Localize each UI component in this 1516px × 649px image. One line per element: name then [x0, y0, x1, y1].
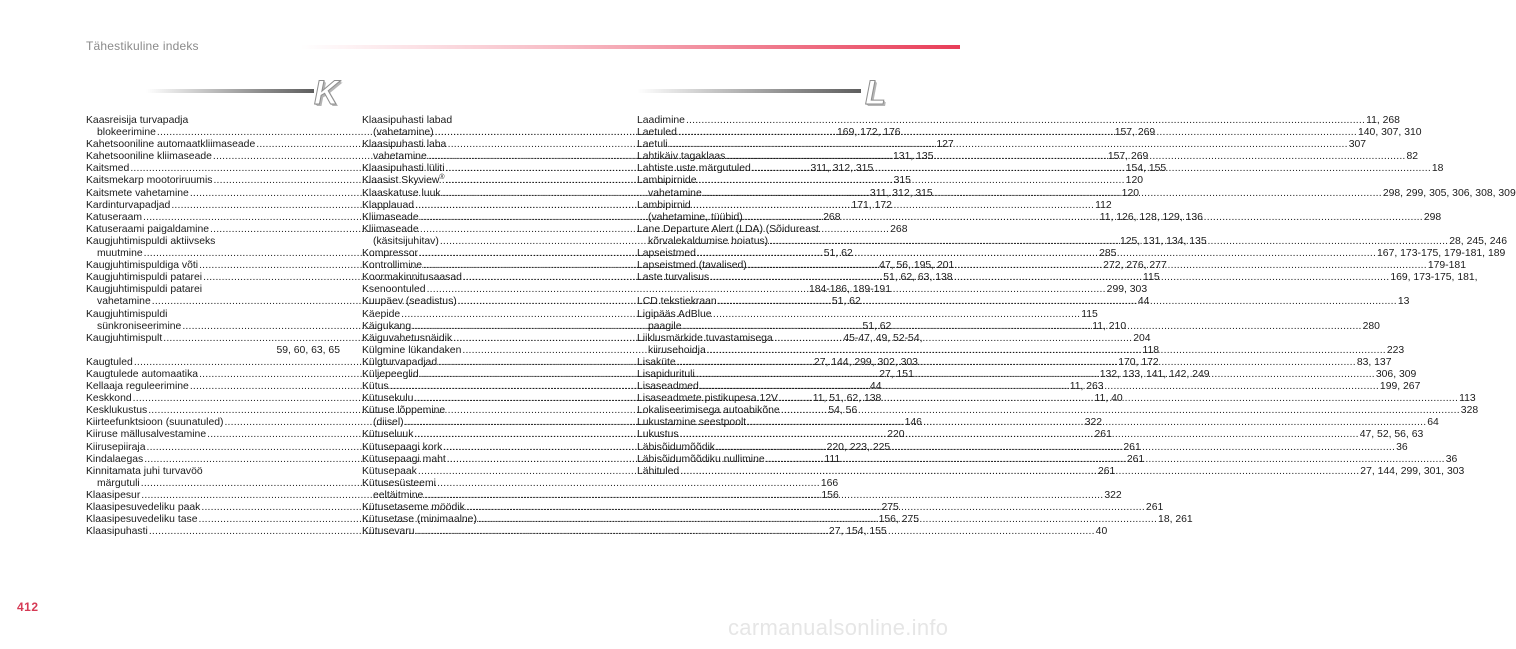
- index-term: Kesklukustus: [86, 405, 148, 417]
- index-term: Lambipirnide: [637, 175, 697, 187]
- index-page-refs: 27, 144, 299, 302, 303: [813, 356, 918, 368]
- section-header-l: [637, 74, 891, 112]
- index-page-refs-continued: 59, 60, 63, 65: [276, 344, 340, 356]
- index-term: Kütusevaru: [362, 526, 415, 538]
- index-entry-line: [637, 309, 891, 321]
- index-page-refs: 120: [1125, 175, 1144, 187]
- index-term: Läbisõidumõõdiku nullimine: [637, 453, 765, 465]
- index-term: Kaugjuhtimispuldi patarei: [86, 284, 203, 296]
- index-page-refs: 220, 223, 225: [826, 441, 891, 453]
- index-term: Kaitsmed: [86, 163, 130, 175]
- leader-dots: [477, 514, 1158, 526]
- index-term: kõrvalekaldumise hoiatus): [648, 235, 769, 247]
- index-page-refs: 298: [1423, 211, 1442, 223]
- index-entry-line: [362, 115, 616, 127]
- leader-dots: [751, 163, 1432, 175]
- index-term: Kinnitamata juhi turvavöö: [86, 465, 203, 477]
- index-term: Lambipirnid: [637, 199, 691, 211]
- index-term: Klaasipuhasti labad: [362, 115, 453, 126]
- index-page-refs: 54, 56: [828, 405, 858, 417]
- index-term: Klaasipuhasti laba: [362, 139, 447, 151]
- leader-dots: [780, 405, 1461, 417]
- leader-dots: [702, 188, 1383, 200]
- index-term: Ksenoontuled: [362, 284, 426, 296]
- index-page-refs: 36: [1396, 441, 1408, 453]
- watermark: carmanualsonline.info: [728, 615, 949, 640]
- index-term: Katuseraam: [86, 211, 143, 223]
- index-entry: [637, 115, 1400, 127]
- index-page-refs: 28, 245, 246: [1449, 235, 1508, 247]
- index-page-refs: 280: [1362, 320, 1380, 332]
- index-term: Lapseistmed: [637, 248, 696, 260]
- index-page-refs: 156: [821, 489, 839, 501]
- index-page-refs: 125, 131, 134, 135: [1119, 235, 1207, 247]
- leader-dots: [725, 151, 1406, 163]
- index-page-refs: 169, 172, 176: [837, 127, 901, 139]
- index-page-refs: 120: [1121, 187, 1140, 199]
- index-term: Klapplauad: [362, 199, 414, 211]
- index-page-refs: 11, 51, 62, 138: [812, 393, 882, 405]
- index-entry-line: [362, 139, 616, 151]
- index-term: Kompressor: [362, 248, 419, 260]
- index-page-refs: 268: [890, 223, 908, 235]
- index-page-refs: 11, 40: [1094, 393, 1123, 405]
- index-page-refs: 220: [887, 429, 905, 441]
- index-term: Käepide: [362, 308, 401, 320]
- index-term: Kütus: [362, 381, 389, 393]
- index-term: Keskkond: [86, 393, 132, 405]
- index-page-refs: 11, 268: [1366, 115, 1400, 126]
- index-entry-line: [637, 224, 891, 236]
- index-entry-line: [86, 115, 340, 127]
- index-term: Kütusepaagi kork: [362, 441, 443, 453]
- index-page-refs: 299, 303: [1106, 284, 1148, 296]
- index-entry: [637, 405, 1479, 417]
- index-term: Liiklusmärkide tuvastamisega: [637, 332, 773, 344]
- index-term: Kindalaegas: [86, 453, 144, 465]
- leader-dots: [709, 272, 1390, 284]
- index-term: Kahetsooniline kliimaseade: [86, 151, 212, 163]
- index-entry-line: [362, 405, 616, 417]
- index-term: Kiirteefunktsioon (suunatuled): [86, 417, 224, 429]
- index-term: Kaasreisija turvapadja: [86, 115, 189, 126]
- index-page-refs: 322: [1104, 489, 1122, 501]
- index-page-refs: 115: [1081, 308, 1098, 320]
- index-page-refs: 36: [1445, 453, 1458, 465]
- leader-dots: [465, 502, 1146, 514]
- index-page-refs: 11, 263: [1069, 381, 1104, 393]
- leader-dots: [423, 490, 1104, 502]
- index-page-refs: 157, 269: [1114, 127, 1156, 139]
- leader-dots: [699, 381, 1380, 393]
- index-page-refs: 306, 309: [1375, 368, 1417, 380]
- index-term: märgutuli: [97, 477, 140, 489]
- leader-dots: [695, 369, 1376, 381]
- index-page-refs: 261: [1098, 465, 1116, 477]
- leader-dots: [682, 321, 1363, 333]
- index-term: Lisapidurituli: [637, 368, 695, 380]
- index-term: Kütusepaagi maht: [362, 453, 446, 465]
- index-term: Kiirusepiiraja: [86, 441, 146, 453]
- index-term: (käsitsijuhitav): [373, 235, 439, 247]
- index-term: Laetuled: [637, 127, 677, 139]
- index-term: (vahetamine): [373, 127, 434, 139]
- index-term: Klaasist Skyview®: [362, 174, 445, 187]
- index-page-refs-continued: 184-186, 189-191: [808, 284, 891, 296]
- section-bar: [146, 89, 314, 93]
- index-page-refs: 268: [823, 211, 841, 223]
- index-term: Kaugjuhtimispuldi: [86, 308, 168, 320]
- page-header-title: Tähestikuline indeks: [86, 39, 199, 53]
- index-page-refs: 166: [820, 477, 839, 489]
- index-term: Käigukang: [362, 320, 412, 332]
- index-term: (vahetamine, tüübid): [648, 211, 743, 223]
- index-term: Lane Departure Alert (LDA) (Sõidureast: [637, 223, 819, 235]
- index-term: Klaasipuhasti: [86, 526, 148, 538]
- index-page-refs: 275: [881, 502, 899, 513]
- index-page-refs: 27, 151: [879, 368, 914, 380]
- index-term: Kaugtuled: [86, 356, 133, 368]
- index-term: Kahetsooniline automaatkliimaseade: [86, 139, 256, 151]
- index-entry-line: [637, 200, 891, 212]
- leader-dots: [715, 442, 1396, 454]
- index-page-refs: 261: [1094, 429, 1112, 441]
- index-term: (diisel): [373, 417, 404, 429]
- index-term: Kuupäev (seadistus): [362, 296, 457, 308]
- index-term: Kütusesüsteemi: [362, 477, 436, 489]
- index-page-refs: 51, 62: [823, 248, 853, 260]
- leader-dots: [668, 139, 1349, 151]
- index-term: vahetamine: [97, 296, 151, 308]
- index-page-refs: 113: [1459, 393, 1476, 405]
- leader-dots: [747, 260, 1428, 272]
- index-page-refs: 118: [1142, 344, 1160, 356]
- index-page-refs: 261: [1123, 441, 1141, 453]
- index-term: vahetamine: [373, 151, 427, 163]
- index-term: Klaasipesuvedeliku paak: [86, 502, 201, 513]
- leader-dots: [743, 212, 1424, 224]
- index-term: Lähituled: [637, 465, 680, 477]
- page-number: 412: [17, 600, 39, 614]
- index-page-refs: 298, 299, 305, 306, 308, 309: [1382, 187, 1516, 199]
- leader-dots: [778, 393, 1459, 405]
- index-term: Klaasipesur: [86, 489, 141, 501]
- index-term: Lisaseadmete pistikupesa 12V: [637, 393, 778, 405]
- index-page-refs: 18, 261: [1158, 514, 1193, 526]
- index-page-refs: 13: [1397, 296, 1410, 308]
- index-page-refs: 51, 62: [831, 296, 861, 308]
- index-term: Ligipääs AdBlue: [637, 308, 712, 320]
- index-term: Lapseistmed (tavalised): [637, 260, 747, 272]
- index-term: Laetuli: [637, 139, 668, 151]
- index-page-refs: 307: [1348, 139, 1367, 151]
- index-term: Kütusekulu: [362, 393, 414, 405]
- index-page-refs: 154, 155: [1125, 163, 1167, 175]
- index-term: Kütuseluuk: [362, 429, 414, 441]
- index-page-refs: 47, 56, 195, 201: [879, 260, 955, 272]
- index-term: Kliimaseade: [362, 211, 419, 223]
- index-term: Kliimaseade: [362, 223, 419, 235]
- index-term: Kardinturvapadjad: [86, 199, 171, 211]
- index-entry-line: [637, 175, 891, 187]
- leader-dots: [685, 115, 1366, 127]
- index-page-refs: 272, 276, 277: [1103, 260, 1167, 272]
- index-term: Laste turvalisus: [637, 272, 710, 284]
- leader-dots: [746, 417, 1427, 429]
- index-page-refs: 64: [1427, 417, 1439, 429]
- index-term: Lahtikäiv tagaklaas: [637, 151, 726, 163]
- index-page-refs: 51, 62, 63, 138: [883, 272, 953, 284]
- index-page-refs: 115: [1143, 272, 1160, 284]
- index-page-refs: 112: [1095, 199, 1112, 211]
- index-page-refs: 47, 52, 56, 63: [1359, 429, 1424, 441]
- index-term: Kütusetaseme möödik: [362, 502, 465, 513]
- index-entry-line: [86, 236, 340, 248]
- index-term: Lisaseadmed: [637, 381, 699, 393]
- index-page-refs: 311, 312, 315: [869, 187, 933, 199]
- leader-dots: [415, 526, 1096, 538]
- index-page-refs: 223: [1386, 344, 1405, 356]
- index-page-refs: 322: [1084, 417, 1103, 429]
- index-page-refs: 127: [936, 139, 954, 151]
- index-page-refs: 199, 267: [1379, 381, 1421, 393]
- index-term: LCD tekstiekraan: [637, 296, 717, 308]
- index-term: Kütusepaak: [362, 465, 417, 477]
- index-page-refs: 157, 269: [1107, 151, 1149, 163]
- index-term: Kütusetase (minimaalne): [362, 514, 477, 526]
- index-page-refs: 83, 137: [1356, 356, 1392, 368]
- index-page-refs: 27, 144, 299, 301, 303: [1360, 465, 1465, 477]
- index-page-refs: 171, 172: [851, 199, 892, 211]
- index-page-refs: 11, 210: [1092, 320, 1127, 332]
- index-term: Katuseraami paigaldamine: [86, 223, 210, 235]
- index-page-refs: 82: [1406, 151, 1419, 163]
- index-entry-line: [86, 466, 340, 478]
- leader-dots: [706, 345, 1387, 357]
- leader-dots: [768, 236, 1449, 248]
- index-term: Kaugjuhtimispuldiga võti: [86, 260, 199, 272]
- index-term: Klaaskatuse luuk: [362, 187, 441, 199]
- index-entry-line: [637, 333, 891, 345]
- index-term: eeltäitmine: [373, 489, 424, 501]
- index-page-refs: 261: [1126, 453, 1145, 465]
- index-term: Läbisõidumõõdik: [637, 441, 715, 453]
- index-page-refs: 27, 154, 155: [828, 526, 887, 538]
- index-page-refs: 179-181: [1427, 260, 1466, 272]
- index-entry-line: [637, 405, 1479, 417]
- index-term: Külgmine lükandaken: [362, 344, 462, 356]
- index-entry-line: [362, 478, 616, 490]
- section-header-k: [86, 74, 340, 112]
- index-term: Kaugtulede automaatika: [86, 368, 199, 380]
- index-term: Lisaküte: [637, 356, 676, 368]
- index-term: Käiguvahetusnäidik: [362, 332, 453, 344]
- index-term: vahetamine: [648, 187, 702, 199]
- index-term: blokeerimine: [97, 127, 156, 139]
- index-term: Lukustamine seestpoolt: [637, 417, 747, 429]
- index-term: kiirusehoidja: [648, 344, 706, 356]
- leader-dots: [696, 248, 1377, 260]
- index-page-refs: 204: [1133, 332, 1151, 344]
- index-term: Lukustus: [637, 429, 679, 441]
- index-term: Laadimine: [637, 115, 685, 126]
- section-bar: [637, 89, 861, 93]
- leader-dots: [765, 454, 1446, 466]
- index-page-refs: 45-47, 49, 52-54,: [843, 332, 923, 344]
- index-page-refs: 170, 172: [1118, 356, 1159, 368]
- index-entry-line: [86, 309, 340, 321]
- index-term: Kaugjuhtimispult: [86, 332, 163, 344]
- index-page-refs: 44: [1137, 296, 1150, 308]
- index-page-refs: 111: [824, 453, 841, 465]
- index-page-refs: 146: [904, 417, 922, 429]
- index-term: Kaugjuhtimispuldi aktiivseks: [86, 235, 216, 247]
- index-entry-line: [637, 115, 1400, 127]
- index-term: Kaitsmekarp mootoriruumis: [86, 175, 213, 187]
- leader-dots: [717, 296, 1398, 308]
- index-page-refs: 44: [869, 381, 882, 393]
- index-entry-line: [86, 284, 340, 296]
- index-page-refs: 285: [1099, 248, 1117, 260]
- index-term: Koormakinnitusaasad: [362, 272, 462, 284]
- index-page-refs: 156, 275: [878, 514, 920, 526]
- section-letter: K: [314, 74, 339, 112]
- index-page-refs: 169, 173-175, 181,: [1390, 272, 1478, 284]
- index-term: paagile: [648, 320, 682, 332]
- index-entry-line: [362, 224, 616, 236]
- header-accent-line: [300, 45, 960, 49]
- index-page-refs: 51, 62: [862, 320, 892, 332]
- index-term: Klaasipuhasti lüliti: [362, 163, 445, 175]
- index-page-refs: 132, 133, 141, 142, 249: [1099, 368, 1210, 380]
- index-page-refs: 140, 307, 310: [1357, 127, 1422, 139]
- index-term: Kaitsmete vahetamine: [86, 187, 189, 199]
- index-page-refs: 311, 312, 315: [810, 163, 874, 175]
- index-page-refs: 167, 173-175, 179-181, 189: [1377, 248, 1506, 260]
- leader-dots: [679, 429, 1360, 441]
- index-term: muutmine: [97, 248, 143, 260]
- index-page-refs: 40: [1095, 526, 1108, 538]
- leader-dots: [677, 127, 1358, 139]
- index-page-refs: 11, 126, 128, 129, 136: [1099, 211, 1203, 223]
- index-page-refs: 315: [893, 175, 911, 187]
- leader-dots: [679, 466, 1360, 478]
- section-letter: L: [865, 74, 886, 112]
- index-term: Kütuse lõppemine: [362, 405, 446, 417]
- index-term: sünkroniseerimine: [97, 320, 182, 332]
- index-term: Kaugjuhtimispuldi patarei: [86, 272, 203, 284]
- index-term: Kellaaja reguleerimine: [86, 381, 189, 393]
- index-page-refs: 261: [1145, 502, 1164, 513]
- index-term: Küljepeeglid: [362, 368, 419, 380]
- index-page-refs: 131, 135: [893, 151, 934, 163]
- leader-dots: [676, 357, 1357, 369]
- index-term: Klaasipesuvedeliku tase: [86, 514, 198, 526]
- index-term: Lokaliseerimisega autoabikõne: [637, 405, 780, 417]
- index-page-refs: 328: [1460, 405, 1479, 417]
- index-term: Lahtiste uste märgutuled: [637, 163, 751, 175]
- index-term: Külgturvapadjad: [362, 356, 438, 368]
- index-term: Kontrollimine: [362, 260, 423, 272]
- index-term: Kiiruse mällusalvestamine: [86, 429, 207, 441]
- index-page-refs: 18: [1431, 163, 1444, 175]
